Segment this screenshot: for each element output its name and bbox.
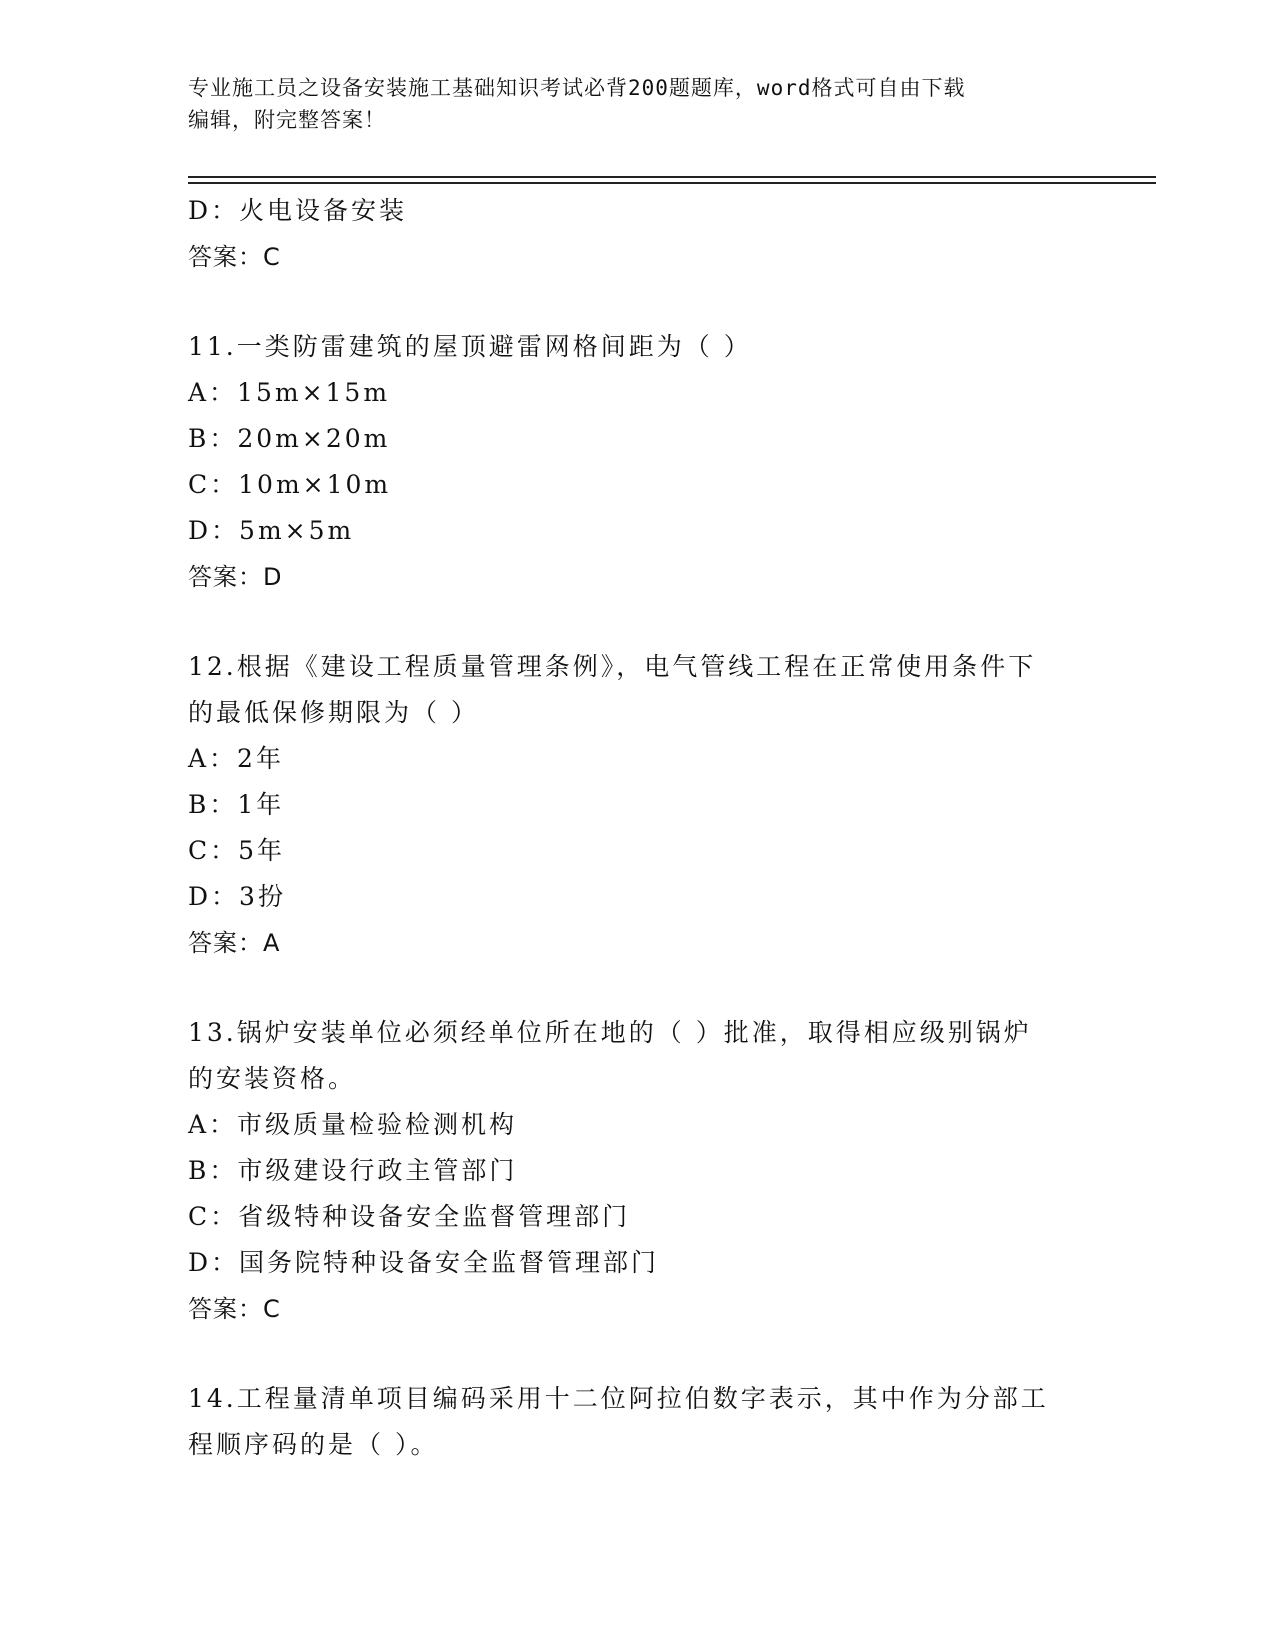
header-divider-bottom <box>188 182 1156 184</box>
prev-option-d: D：火电设备安装 <box>188 196 408 225</box>
option-b: B：20m×20m <box>188 424 391 453</box>
option-d: D：3扮 <box>188 882 286 911</box>
answer: 答案：A <box>188 929 281 957</box>
answer: 答案：C <box>188 1295 281 1323</box>
option-c: C：省级特种设备安全监督管理部门 <box>188 1202 631 1231</box>
option-d: D：国务院特种设备安全监督管理部门 <box>188 1248 660 1277</box>
header-line-2: 编辑，附完整答案！ <box>188 108 386 132</box>
question-11 <box>188 324 1088 600</box>
option-a: A：15m×15m <box>188 378 391 407</box>
question-12 <box>188 644 1088 966</box>
option-c: C：10m×10m <box>188 470 392 499</box>
answer: 答案：D <box>188 563 283 591</box>
question-stem-continued: 程顺序码的是（ ）。 <box>188 1430 439 1459</box>
document-header <box>188 72 1068 136</box>
header-line-1: 专业施工员之设备安装施工基础知识考试必背200题题库，word格式可自由下载 <box>188 76 966 100</box>
question-stem-continued: 的安装资格。 <box>188 1064 357 1093</box>
option-b: B：市级建设行政主管部门 <box>188 1156 518 1185</box>
question-14 <box>188 1376 1088 1468</box>
option-a: A：2年 <box>188 744 284 773</box>
question-13 <box>188 1010 1088 1332</box>
question-stem-continued: 的最低保修期限为（ ） <box>188 698 479 727</box>
option-d: D：5m×5m <box>188 516 355 545</box>
option-b: B：1年 <box>188 790 285 819</box>
spacer <box>188 1332 1088 1376</box>
spacer <box>188 966 1088 1010</box>
spacer <box>188 600 1088 644</box>
header-divider-top <box>188 176 1156 178</box>
question-stem: 12.根据《建设工程质量管理条例》，电气管线工程在正常使用条件下 <box>188 652 1037 681</box>
prev-answer: 答案：C <box>188 243 281 271</box>
document-body <box>188 188 1088 1468</box>
option-a: A：市级质量检验检测机构 <box>188 1110 518 1139</box>
spacer <box>188 280 1088 324</box>
question-stem: 13.锅炉安装单位必须经单位所在地的（ ）批准，取得相应级别锅炉 <box>188 1018 1032 1047</box>
option-c: C：5年 <box>188 836 286 865</box>
question-stem: 14.工程量清单项目编码采用十二位阿拉伯数字表示，其中作为分部工 <box>188 1384 1049 1413</box>
question-stem: 11.一类防雷建筑的屋顶避雷网格间距为（ ） <box>188 332 752 361</box>
